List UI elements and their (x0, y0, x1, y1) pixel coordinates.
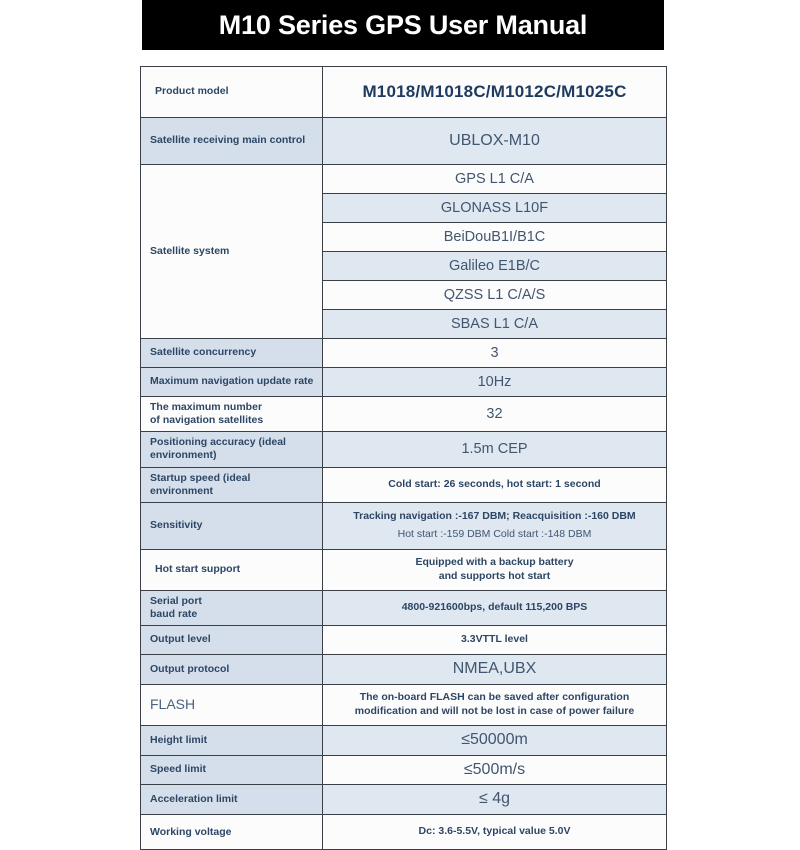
row-value-cell (323, 467, 667, 502)
table-row (141, 755, 667, 785)
spec-label-line1: Positioning accuracy (ideal (150, 436, 286, 449)
spec-value: QZSS L1 C/A/S (443, 286, 546, 303)
table-row (141, 725, 667, 755)
row-value-cell (323, 502, 667, 549)
row-label-cell (141, 626, 323, 655)
row-label-cell (141, 655, 323, 685)
spec-value: SBAS L1 C/A (450, 315, 539, 332)
table-row (141, 165, 667, 194)
spec-value: Dc: 3.6-5.5V, typical value 5.0V (418, 825, 571, 838)
row-label-cell (141, 549, 323, 590)
table-row (141, 815, 667, 850)
spec-value: GLONASS L10F (440, 199, 549, 216)
spec-value-line1: The on-board FLASH can be saved after configuration (359, 691, 630, 704)
spec-label: Satellite concurrency (150, 346, 257, 359)
table-row (141, 684, 667, 725)
spec-label-line1: The maximum number (150, 401, 263, 413)
table-row (141, 502, 667, 549)
table-row (141, 368, 667, 397)
spec-value: Cold start: 26 seconds, hot start: 1 second (388, 477, 601, 490)
table-row (141, 467, 667, 502)
row-label-cell (141, 725, 323, 755)
table-row (141, 118, 667, 165)
row-value-cell (323, 118, 667, 165)
row-label-cell (141, 502, 323, 549)
spec-label: Speed limit (150, 763, 207, 776)
spec-value: 1.5m CEP (461, 440, 528, 457)
spec-value-line1: Tracking navigation :-167 DBM; Reacquisition :-160 DBM (353, 509, 636, 522)
row-value-cell (323, 368, 667, 397)
row-label-cell (141, 815, 323, 850)
row-value-cell (323, 67, 667, 118)
row-value-cell (323, 397, 667, 432)
spec-value (323, 687, 666, 722)
spec-label: Sensitivity (150, 519, 203, 532)
spec-label: Product model (155, 85, 229, 98)
spec-label (141, 591, 322, 625)
row-value-cell (323, 626, 667, 655)
spec-label (141, 468, 322, 502)
spec-value-line2: Hot start :-159 DBM Cold start :-148 DBM (397, 528, 592, 541)
row-label-cell (141, 339, 323, 368)
spec-label: FLASH (150, 696, 196, 713)
specification-table (140, 66, 667, 850)
spec-label (141, 397, 322, 431)
spec-value-line2: modification and will not be lost in case of power failure (354, 704, 635, 717)
spec-value: ≤500m/s (463, 760, 526, 778)
table-row (141, 590, 667, 625)
spec-value: 32 (486, 405, 503, 422)
row-label-cell (141, 397, 323, 432)
table-row (141, 339, 667, 368)
page-title-banner (142, 0, 664, 50)
spec-label: Output level (150, 633, 211, 646)
row-value-cell (323, 194, 667, 223)
spec-value: 4800-921600bps, default 115,200 BPS (401, 601, 588, 614)
spec-label: Working voltage (150, 825, 232, 838)
spec-label-line2: environment) (150, 449, 217, 462)
spec-label: Satellite receiving main control (150, 134, 306, 147)
row-label-cell (141, 467, 323, 502)
row-value-cell (323, 310, 667, 339)
row-value-cell (323, 684, 667, 725)
spec-value: ≤ 4g (478, 790, 511, 808)
row-value-cell (323, 223, 667, 252)
spec-label-line1: Serial port (150, 594, 202, 607)
spec-label: Output protocol (150, 662, 230, 675)
spec-value: UBLOX-M10 (449, 131, 540, 149)
spec-label: Height limit (150, 733, 208, 746)
table-row (141, 549, 667, 590)
row-label-cell (141, 118, 323, 165)
spec-label-line2: of navigation satellites (150, 414, 264, 427)
table-row (141, 67, 667, 118)
row-label-cell (141, 590, 323, 625)
row-value-cell (323, 655, 667, 685)
row-value-cell (323, 815, 667, 850)
spec-value: ≤50000m (461, 730, 528, 748)
spec-label: Acceleration limit (150, 793, 238, 806)
spec-label: Hot start support (155, 563, 241, 576)
row-label-cell (141, 432, 323, 467)
row-value-cell (323, 725, 667, 755)
table-row (141, 655, 667, 685)
spec-label: Maximum navigation update rate (150, 375, 314, 388)
row-label-cell (141, 368, 323, 397)
spec-label-line2: environment (150, 484, 214, 497)
row-label-cell (141, 67, 323, 118)
row-label-cell (141, 755, 323, 785)
spec-value: 3 (490, 344, 499, 361)
spec-label (141, 432, 322, 466)
row-value-cell (323, 165, 667, 194)
spec-value: 10Hz (477, 373, 512, 390)
row-label-cell-satellite-system (141, 165, 323, 339)
table-row (141, 432, 667, 467)
page-title: M10 Series GPS User Manual (218, 9, 588, 40)
spec-value-line1: Equipped with a backup battery (415, 556, 574, 569)
row-value-cell (323, 339, 667, 368)
spec-value: NMEA,UBX (452, 660, 537, 677)
spec-value-line2: and supports hot start (438, 569, 551, 582)
spec-label: Satellite system (150, 244, 230, 257)
spec-value (323, 552, 666, 587)
row-value-cell (323, 252, 667, 281)
spec-value (323, 506, 666, 546)
spec-value: BeiDouB1I/B1C (443, 228, 546, 245)
row-value-cell (323, 432, 667, 467)
spec-label-line1: Startup speed (ideal (150, 471, 251, 484)
row-label-cell (141, 684, 323, 725)
row-value-cell (323, 590, 667, 625)
table-row (141, 626, 667, 655)
spec-label-line2: baud rate (150, 607, 198, 620)
table-row (141, 397, 667, 432)
spec-value: GPS L1 C/A (455, 170, 534, 187)
row-value-cell (323, 549, 667, 590)
spec-value: M1018/M1018C/M1012C/M1025C (362, 81, 627, 101)
row-value-cell (323, 281, 667, 310)
row-value-cell (323, 755, 667, 785)
spec-value: 3.3VTTL level (461, 633, 528, 646)
spec-value: Galileo E1B/C (448, 257, 541, 274)
